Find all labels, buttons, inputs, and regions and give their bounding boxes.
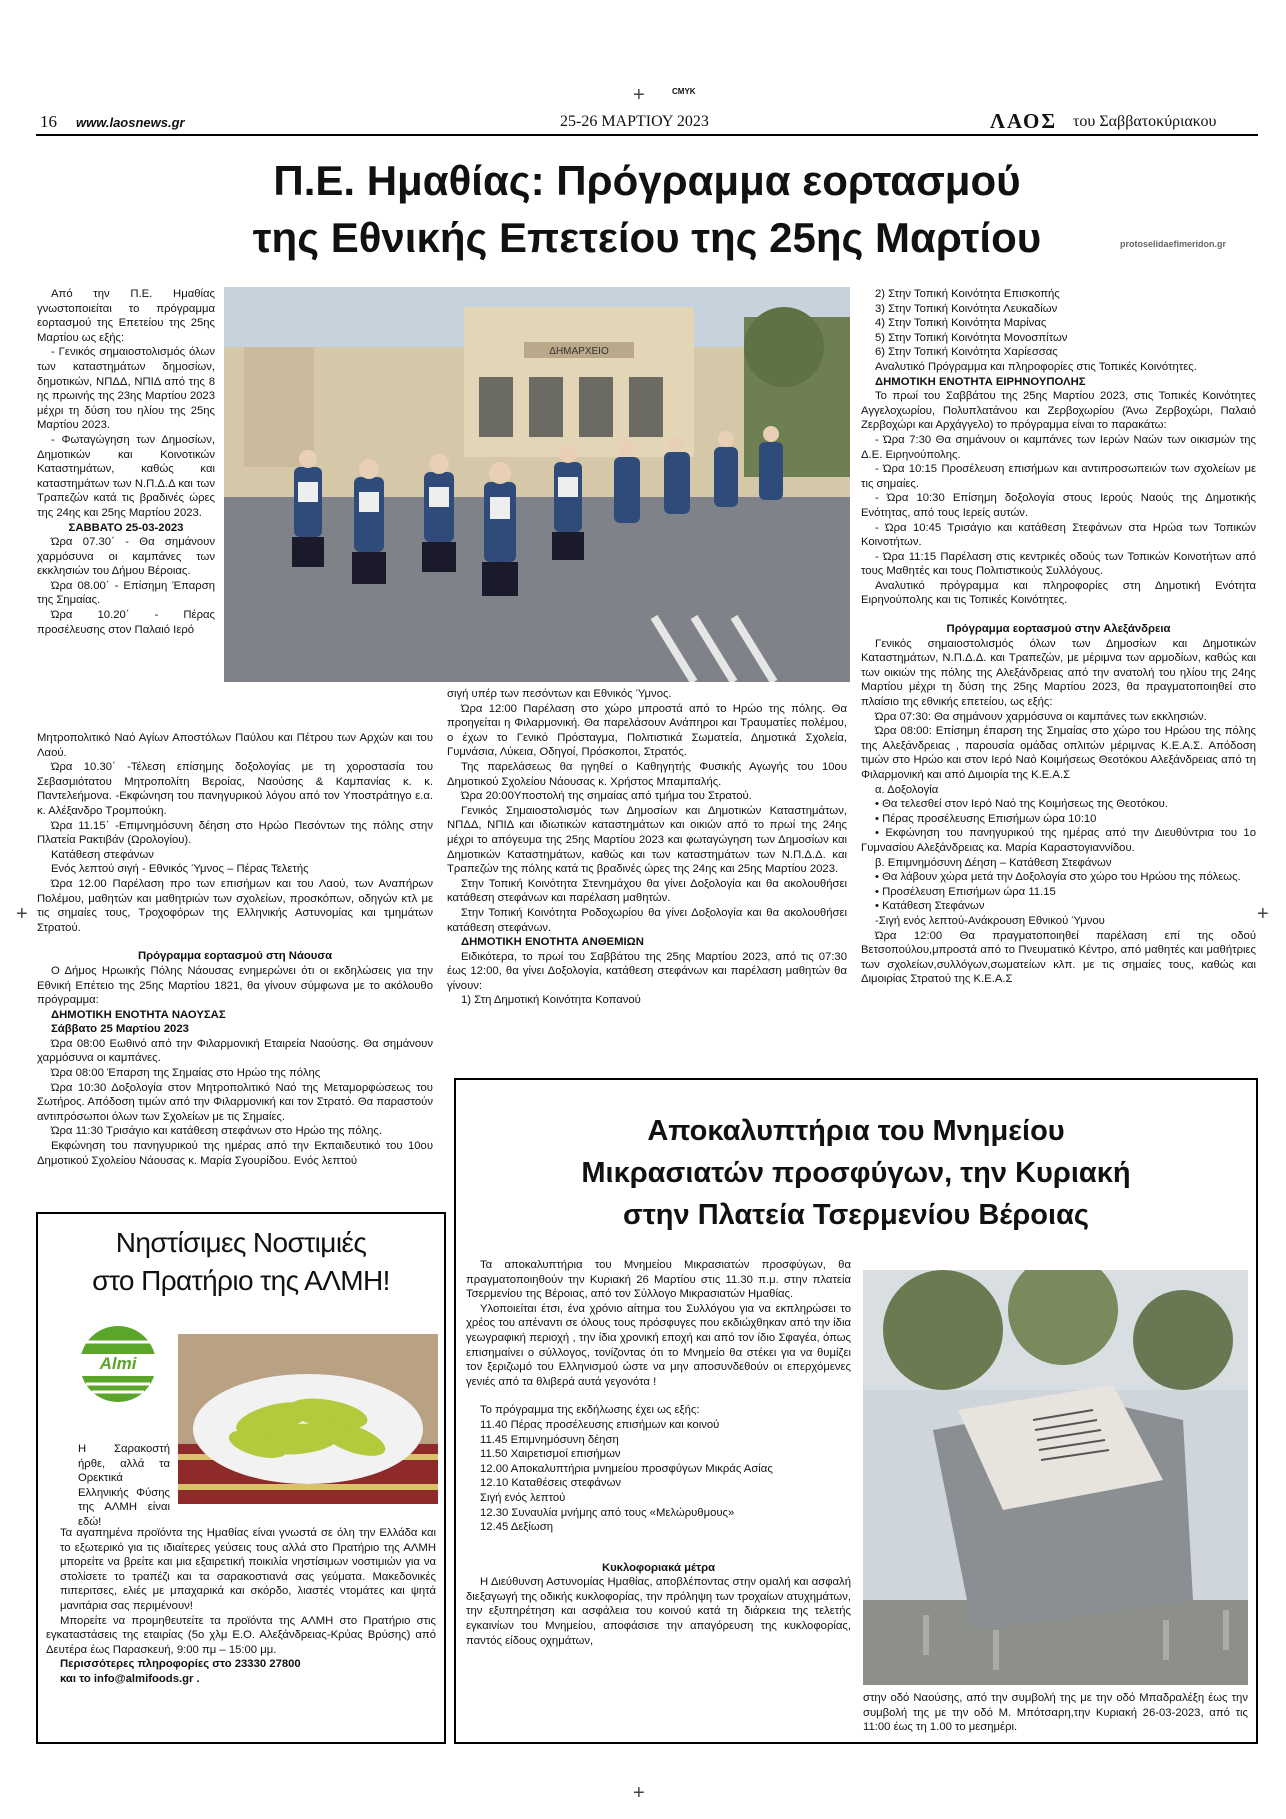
section-heading: Πρόγραμμα εορτασμού στη Νάουσα <box>137 950 333 963</box>
section-heading: Πρόγραμμα εορτασμού στην Αλεξάνδρεια <box>946 623 1171 636</box>
paragraph: Ώρα 10.30΄ -Τέλεση επίσημης δοξολογίας με τη χοροστασία του Σεβασμιότατου Μητροπολίτη Βεροίας, Ναούσης & Καμπανίας κ. κ. Παντελεήμονα. -Εκφώνηση του πανηγυρικού λόγου από τον Υποστράτηγο ε.α. κ. Αλέξανδρο Τρομπούκη. <box>37 761 433 817</box>
list-item: • Θα λάβουν χώρα μετά την Δοξολογία στο χώρο του Ηρώου της πόλεως. <box>875 871 1241 884</box>
paragraph: - Ώρα 11:15 Παρέλαση στις κεντρικές οδούς των Τοπικών Κοινοτήτων από τους Μαθητές και τους Πολιτιστικούς Συλλόγους. <box>861 550 1256 578</box>
list-item: • Πέρας προσέλευσης Επισήμων ώρα 10:10 <box>875 812 1097 825</box>
registration-mark-bottom: + <box>633 1782 645 1804</box>
article-title <box>36 152 1258 266</box>
paragraph: - Ώρα 10:15 Προσέλευση επισήμων και αντιπροσωπειών των σχολείων με τις σημαίες. <box>861 463 1256 490</box>
paragraph: -Σιγή ενός λεπτού-Ανάκρουση Εθνικού Ύμνου <box>875 914 1105 927</box>
paragraph: Ώρα 12:00 Θα πραγματοποιηθεί παρέλαση επί της οδού Βετσοπούλου,μπροστά από το Πνευματικό Κέντρο, από μαθητές και μαθήτριες των σχολείων,συλλόγων,σωματείων κλπ. με τις σημαίες τους, καθώς και Διμοιρίας Στρατού της Κ.Ε.Α.Σ <box>861 929 1256 986</box>
paragraph: Στην Τοπική Κοινότητα Ροδοχωρίου θα γίνει Δοξολογία και θα ακολουθήσει κατάθεση στεφάνων. <box>447 906 847 934</box>
newspaper-name: του Σαββατοκύριακου <box>1073 113 1217 130</box>
list-item: 5) Στην Τοπική Κοινότητα Μονοσπίτων <box>875 331 1068 344</box>
list-item: 2) Στην Τοπική Κοινότητα Επισκοπής <box>875 288 1060 300</box>
advertisement-box <box>36 1212 446 1744</box>
paragraph: Ώρα 12:00 Παρέλαση στο χώρο μπροστά από το Ηρώο της πόλης. Θα προηγείται η Φιλαρμονική. Θα παρελάσουν Ανάπηροι και Τραυματίες πολέμου, ο έχων το Γενικό Πρόσταγμα, Πολιτιστικά Σωματεία, Δημοτικά Σχολεία, Γυμνάσια, Λύκεια, Οδηγοί, Πρόσκοποι, Στρατός. <box>447 702 847 759</box>
paragraph: Τα αγαπημένα προϊόντα της Ημαθίας είναι γνωστά σε όλη την Ελλάδα και το εξωτερικό για τις ιδιαίτερες γεύσεις τους αλλά στο Πρατήριο της ΑΛΜΗ μπορείτε να βρείτε και μια εξαιρετική ποικιλία νηστίσιμων νοστιμιών για να στολίσετε το τραπέζι και τα σαρακοστιανά σας γεύματα. Μακεδονικές πιπεριτσες, ελιές με μπαχαρικά και σκόρδο, λιαστές ντομάτες και ψητά μανιτάρια σας περιμένουν! <box>60 1527 436 1612</box>
ad-phone: Περισσότερες πληροφορίες στο 23330 27800 <box>60 1658 301 1671</box>
paragraph: Ώρα 08.00΄ - Επίσημη Έπαρση της Σημαίας. <box>37 579 215 607</box>
paragraph: • Εκφώνηση του πανηγυρικού της ημέρας από την Διευθύντρια του 1ο Γυμνασίου Αλεξάνδρειας κα. Μαρία Καραστογιαννίδου. <box>861 827 1256 854</box>
ad-email: και το info@almifoods.gr . <box>60 1672 200 1685</box>
paragraph: Γενικός σημαιοστολισμός όλων των Δημοσίων και Δημοτικών Καταστημάτων, Ν.Π.Δ.Δ. και Τραπεζών, με μέριμνα των αρμοδίων, καθώς και των οικιών της πόλης της Αλεξάνδρειας από την ανατολή του ηλίου της 24ης Μαρτίου μέχρι τη δύση της 25ης Μαρτίου 2023, θα πραγματοποιηθεί στο πλαίσιο της εθνικής επετείου, ως εξής: <box>861 637 1256 709</box>
program-list <box>466 1418 851 1535</box>
paragraph: - Ώρα 7:30 Θα σημάνουν οι καμπάνες των Ιερών Ναών των οικισμών της Δ.Ε. Ειρηνούπολης. <box>861 433 1256 461</box>
article-column-1 <box>37 287 215 637</box>
ad-side-text: Η Σαρακοστή ήρθε, αλλά τα Ορεκτικά Ελληνικής Φύσης της ΑΛΜΗ είναι εδώ! <box>78 1443 170 1528</box>
subheading: ΔΗΜΟΤΙΚΗ ΕΝΟΤΗΤΑ ΑΝΘΕΜΙΩΝ <box>461 936 644 949</box>
website-url: www.laosnews.gr <box>76 115 185 130</box>
article-title-line-1: Π.Ε. Ημαθίας: Πρόγραμμα εορτασμού <box>273 157 1021 204</box>
paragraph: Ώρα 08:00 Εωθινό από την Φιλαρμονική Εταιρεία Ναούσης. Θα σημάνουν χαρμόσυνα οι καμπάνες. <box>37 1037 433 1065</box>
registration-mark-right: + <box>1257 903 1269 925</box>
parade-photo <box>224 287 850 682</box>
traffic-heading: Κυκλοφοριακά μέτρα <box>601 1561 716 1574</box>
program-item: Σιγή ενός λεπτού <box>480 1491 566 1504</box>
program-item: 12.10 Καταθέσεις στεφάνων <box>480 1477 622 1490</box>
header-rule <box>36 134 1258 136</box>
paragraph: β. Επιμνημόσυνη Δέηση – Κατάθεση Στεφάνων <box>875 856 1112 869</box>
ad-title-line-2: στο Πρατήριο της ΑΛΜΗ! <box>92 1265 390 1296</box>
paragraph: Κατάθεση στεφάνων <box>51 848 154 861</box>
paragraph: Εκφώνηση του πανηγυρικού της ημέρας από την Εκπαιδευτικό του 10ου Δημοτικού Σχολείου Νάουσας κ. Μαρία Σγουρίδου. Ενός λεπτού <box>37 1140 433 1167</box>
ad-title <box>38 1224 444 1300</box>
ad-title-line-1: Νηστίσιμες Νοστιμιές <box>115 1227 367 1258</box>
paragraph: Ο Δήμος Ηρωικής Πόλης Νάουσας ενημερώνει ότι οι εκδηλώσεις για την Εθνική Επέτειο της 25ης Μαρτίου 1821, θα γίνουν σύμφωνα με το ακόλουθο πρόγραμμα: <box>37 964 433 1007</box>
paragraph: Ώρα 10:30 Δοξολογία στον Μητροπολιτικό Ναό της Μεταμορφώσεως του Σωτήρος. Απόδοση τιμών από την Φιλαρμονική και τον Στρατό. Θα παραστούν αντιπρόσωποι όλων των Σχολείων με τις Σημαίες. <box>37 1081 433 1123</box>
registration-mark-top: + <box>633 84 645 106</box>
paragraph: - Ώρα 10:45 Τρισάγιο και κατάθεση Στεφάνων στα Ηρώα των Τοπικών Κοινοτήτων. <box>861 521 1256 549</box>
paragraph: Τα αποκαλυπτήρια του Μνημείου Μικρασιατών προσφύγων, θα πραγματοποιηθούν την Κυριακή 26 Μαρτίου στις 11.30 π.μ. στην πλατεία Τσερμενίου της Βέροιας, από τον Σύλλογο Μικρασιατών Ημαθίας. <box>466 1259 851 1301</box>
article-box <box>454 1078 1258 1744</box>
paragraph: Ώρα 08:00 Έπαρση της Σημαίας στο Ηρώο της πόλης <box>51 1067 321 1080</box>
paragraph: Η Διεύθυνση Αστυνομίας Ημαθίας, αποβλέποντας στην ομαλή και ασφαλή διεξαγωγή της οδικής κυκλοφορίας, την πρόληψη των τροχαίων ατυχημάτων, την εξυπηρέτηση και ασφάλεια του κοινού κατά τη διάρκεια της τελετής εγκαινίων του Μνημείου, αποφάσισε την απαγόρευση της κυκλοφορίας, παντός είδους οχημάτων, <box>466 1576 851 1647</box>
almi-logo <box>78 1324 158 1404</box>
paragraph: Αναλυτικό Πρόγραμμα και πληροφορίες στις Τοπικές Κοινότητες. <box>875 360 1197 373</box>
paragraph: - Φωταγώγηση των Δημοσίων, Δημοτικών και Κοινοτικών Καταστημάτων, καθώς και καταστημάτων των Ν.Π.Δ.Δ και των Τραπεζών κατά τις βραδινές ώρες της 24ης και 25ης Μαρτίου 2023. <box>37 433 215 519</box>
program-item: 11.50 Χαιρετισμοί επισήμων <box>480 1448 621 1461</box>
list-item: • Κατάθεση Στεφάνων <box>875 900 985 913</box>
issue-date: 25-26 ΜΑΡΤΙΟΥ 2023 <box>560 113 709 130</box>
list-item: • Προσέλευση Επισήμων ώρα 11.15 <box>875 885 1056 898</box>
article-title-line-2: της Εθνικής Επετείου της 25ης Μαρτίου <box>252 214 1042 261</box>
paragraph: Γενικός Σημαιοστολισμός των Δημοσίων και Δημοτικών Καταστημάτων, ΝΠΔΔ, ΝΠΙΔ και ιδιωτικών καταστημάτων και οικιών από το πρωί της 24ης μέχρι το απόγευμα της 25ης Μαρτίου 2023 και φωταγώγηση των Δημοσίων και Δημοτικών Καταστημάτων, καθώς και των καταστημάτων των Ν.Π.Δ.Δ. και Τραπεζών της πόλης κατά τις βραδινές ώρες της 24ης και 25ης Μαρτίου 2023. <box>447 804 847 876</box>
paragraph: α. Δοξολογία <box>875 783 939 796</box>
program-item: 12.45 Δεξίωση <box>480 1521 554 1534</box>
section-heading: ΣΑΒΒΑΤΟ 25-03-2023 <box>68 521 184 534</box>
program-item: 11.45 Επιμνημόσυνη δέηση <box>480 1433 619 1446</box>
article-2-title-line-3: στην Πλατεία Τσερμενίου Βέροιας <box>623 1199 1089 1231</box>
article-2-title-line-2: Μικρασιατών προσφύγων, την Κυριακή <box>581 1157 1131 1189</box>
paragraph: σιγή υπέρ των πεσόντων και Εθνικός Ύμνος. <box>447 688 672 700</box>
list-item: 4) Στην Τοπική Κοινότητα Μαρίνας <box>875 317 1047 330</box>
paragraph: Της παρελάσεως θα ηγηθεί ο Καθηγητής Φυσικής Αγωγής του 10ου Δημοτικού Σχολείου Νάουσας κ. Χρήστος Μπαμπαλής. <box>447 760 847 788</box>
subheading: ΔΗΜΟΤΙΚΗ ΕΝΟΤΗΤΑ ΝΑΟΥΣΑΣ <box>51 1008 226 1021</box>
paragraph: Υλοποιείται έτσι, ένα χρόνιο αίτημα του Συλλόγου για να εκπληρώσει το χρέος του απέναντι σε όλους τους πρόσφυγες που εκδιώχθηκαν από την ίδια γεωγραφική περιοχή , την ίδια χρονική εποχή και από τον ίδιο Σφαγέα, όπως επισημαίνει ο σύλλογος, τονίζοντας ότι το Μνημείο θα στέκει για να θυμίζει τον ξεριζωμό του Ελληνισμού ώστε να μην αποσυνδεθούν οι επερχόμενες γενιές από τα θλιβερά αυτά γεγονότα ! <box>466 1302 851 1388</box>
article-column-3 <box>861 287 1256 987</box>
paragraph: Ώρα 08:00: Επίσημη έπαρση της Σημαίας στο χώρο του Ηρώου της πόλης της Αλεξάνδρειας , παρουσία ομάδας οπλιτών μέριμνας Κ.Ε.Α.Σ. Απόδοση τιμών στο Ηρώο και στον Ιερό Ναό Κοιμήσεως Θεοτόκου Αλεξάνδρειας από τη Φιλαρμονική και από Διμοιρία της Κ.Ε.Α.Σ <box>861 725 1256 781</box>
article-2-body <box>466 1258 851 1648</box>
program-item: 12.00 Αποκαλυπτήρια μνημείου προσφύγων Μικράς Ασίας <box>480 1462 773 1475</box>
paragraph: Στην Τοπική Κοινότητα Στενημάχου θα γίνει Δοξολογία και θα ακολουθήσει κατάθεση στεφάνων και παρέλαση μαθητών. <box>447 877 847 905</box>
article-2-title-line-1: Αποκαλυπτήρια του Μνημείου <box>647 1115 1065 1147</box>
paragraph: Ώρα 11.15΄ -Επιμνημόσυνη δέηση στο Ηρώο Πεσόντων της πόλης στην Πλατεία Ρακτιβάν (Ωρολογίου). <box>37 819 433 847</box>
subheading: Σάββατο 25 Μαρτίου 2023 <box>51 1023 189 1036</box>
paragraph: Ώρα 07:30: Θα σημάνουν χαρμόσυνα οι καμπάνες των εκκλησιών. <box>875 710 1207 723</box>
photo-sign-text: ΔΗΜΑΡΧΕΙΟ <box>549 346 609 357</box>
cmyk-color-bar: CMYK <box>672 87 696 96</box>
article-2-title <box>456 1110 1256 1236</box>
paragraph: Μπορείτε να προμηθευτείτε τα προϊόντα της ΑΛΜΗ στο Πρατήριο στις εγκαταστάσεις της εταιρίας (5ο χλμ Ε.Ο. Αλεξάνδρειας-Κρύας Βρύσης) από Δευτέρα έως Παρασκευή, 9:00 πμ – 15:00 μμ. <box>46 1614 436 1656</box>
ad-body <box>46 1526 436 1687</box>
paragraph: Το πρόγραμμα της εκδήλωσης έχει ως εξής: <box>480 1404 700 1417</box>
watermark: protoselidaefimeridon.gr <box>1120 239 1227 249</box>
paragraph: Μητροπολιτικό Ναό Αγίων Αποστόλων Παύλου και Πέτρου των Αρχών και του Λαού. <box>37 732 433 759</box>
newspaper-logo: ΛΑΟΣ <box>990 109 1058 133</box>
list-item: 3) Στην Τοπική Κοινότητα Λευκαδίων <box>875 302 1058 315</box>
paragraph: Ειδικότερα, το πρωί του Σαββάτου της 25ης Μαρτίου 2023, από τις 07:30 έως 12:00, θα γίνει Δοξολογία, κατάθεση στεφάνων και παρέλαση μαθητών θα γίνουν: <box>447 950 847 992</box>
paragraph: Ενός λεπτού σιγή - Εθνικός Ύμνος – Πέρας Τελετής <box>51 863 309 876</box>
paragraph: Το πρωί του Σαββάτου της 25ης Μαρτίου 2023, στις Τοπικές Κοινότητες Αγγελοχωρίου, Πολυπλατάνου και Ζερβοχωρίου (Άνω Ζερβοχώρι, Παλαιό Ζερβοχώρι και Αρχάγγελο) το πρόγραμμα είναι το παρακάτω: <box>861 390 1256 432</box>
paragraph: - Ώρα 10:30 Επίσημη δοξολογία στους Ιερούς Ναούς της Δημοτικής Ενότητας, από τους Ιερείς αυτών. <box>861 492 1256 519</box>
subheading: ΔΗΜΟΤΙΚΗ ΕΝΟΤΗΤΑ ΕΙΡΗΝΟΥΠΟΛΗΣ <box>875 375 1086 388</box>
article-column-2 <box>447 687 847 1008</box>
paragraph: - Γενικός σημαιοστολισμός όλων των καταστημάτων δημοσίων, δημοτικών, ΝΠΔΔ, ΝΠΙΔ από της 8 ης πρωινής της 23ης Μαρτίου 2023 μέχρι τη δύση του ηλίου της 25ης Μαρτίου 2023. <box>37 346 215 432</box>
paragraph: Ώρα 12.00 Παρέλαση προ των επισήμων και του Λαού, των Αναπήρων Πολέμου, μαθητών και μαθητριών των σχολείων, προσκόπων, οδηγών κτλ με τις σημαίες τους, Τροχοφόρων της Ελληνικής Αστυνομίας και τμημάτων Στρατού. <box>37 877 433 934</box>
paragraph: Ώρα 10.20΄ - Πέρας προσέλευσης στον Παλαιό Ιερό <box>37 609 215 636</box>
list-item: • Θα τελεσθεί στον Ιερό Ναό της Κοιμήσεως της Θεοτόκου. <box>875 798 1169 811</box>
paragraph: Ώρα 11:30 Τρισάγιο και κατάθεση στεφάνων στο Ηρώο της πόλης. <box>51 1125 382 1138</box>
traffic-text-continued: στην οδό Ναούσης, από την συμβολή της με την οδό Μπαδραλέξη έως την συμβολή της με την οδό Μ. Μπότσαρη,την Κυριακή 26-03-2023, από τις 11:00 έως τη 1.00 το μεσημέρι. <box>863 1692 1248 1734</box>
paragraph: Από την Π.Ε. Ημαθίας γνωστοποιείται το πρόγραμμα εορτασμού της Επετείου της 25ης Μαρτίου ως εξής: <box>37 288 215 344</box>
monument-photo <box>863 1270 1248 1685</box>
almi-brand-text: Almi <box>99 1354 137 1373</box>
peppers-photo <box>178 1334 438 1504</box>
registration-mark-left: + <box>16 903 28 925</box>
paragraph: Ώρα 07.30΄ - Θα σημάνουν χαρμόσυνα οι καμπάνες των εκκλησιών του Δήμου Βέροιας. <box>37 536 215 578</box>
page-number: 16 <box>40 112 57 131</box>
paragraph: 1) Στη Δημοτική Κοινότητα Κοπανού <box>461 994 641 1007</box>
program-item: 12.30 Συναυλία μνήμης από τους «Μελώρυθμους» <box>480 1506 735 1519</box>
paragraph: Ώρα 20:00Υποστολή της σημαίας από τμήμα του Στρατού. <box>461 790 752 803</box>
paragraph: Αναλυτικό πρόγραμμα και πληροφορίες στη Δημοτική Ενότητα Ειρηνούπολης και τις Τοπικές Κοινότητες. <box>861 579 1256 607</box>
article-column-1-continued <box>37 731 433 1168</box>
list-item: 6) Στην Τοπική Κοινότητα Χαρίεσσας <box>875 346 1058 359</box>
program-item: 11.40 Πέρας προσέλευσης επισήμων και κοινού <box>480 1418 720 1431</box>
